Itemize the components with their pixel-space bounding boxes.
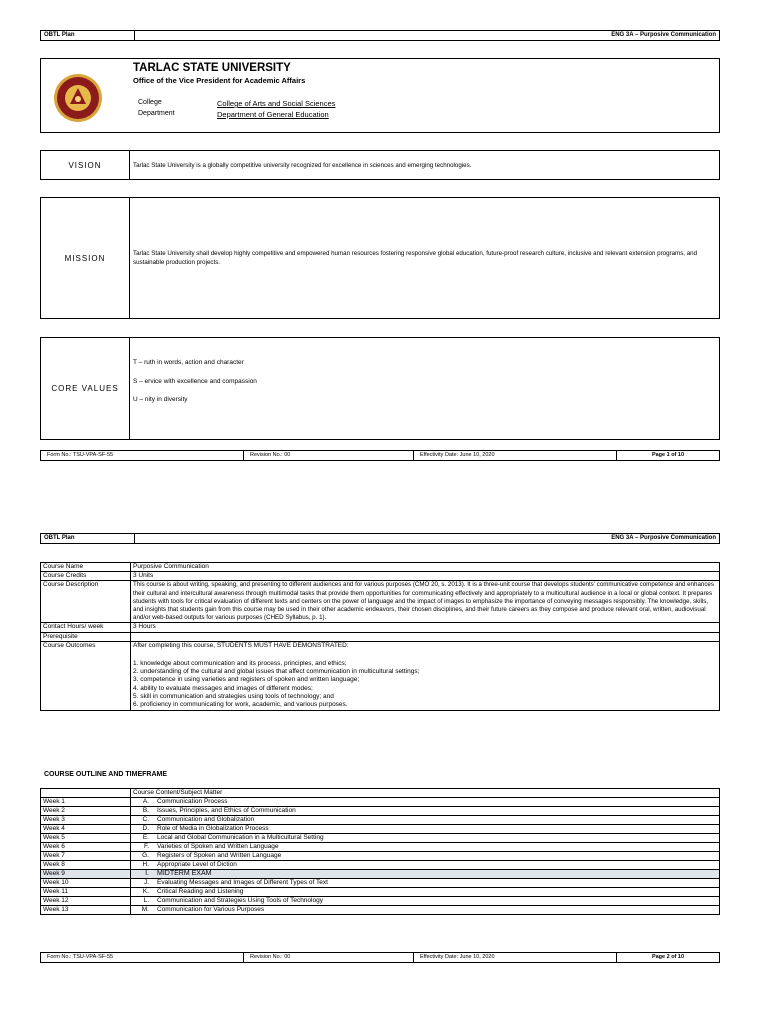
footer-revision: Revision No.: 00 [244, 953, 414, 962]
course-outcomes-value [131, 641, 720, 710]
contact-hours-value: 3 Hours [131, 623, 720, 632]
table-row [41, 581, 720, 623]
course-outline-table [40, 788, 720, 915]
footer-revision: Revision No.: 00 [244, 451, 414, 460]
course-name-value: Purposive Communication [131, 563, 720, 572]
outcome-item: 3. competence in using varieties and registers of spoken and written language; [133, 676, 360, 684]
header-right: ENG 3A – Purposive Communication [611, 32, 716, 38]
week-cell: Week 5 [41, 834, 131, 843]
topic-cell [131, 879, 720, 888]
page2-footer-bar [40, 952, 720, 963]
table-row [41, 825, 720, 834]
header-left: OBTL Plan [41, 534, 135, 543]
table-row [41, 798, 720, 807]
vision-text: Tarlac State University is a globally competitive university recognized for excellence in sciences and emerging technologies. [133, 161, 472, 169]
topic-letter: D. [142, 825, 149, 832]
core-values-label: CORE VALUES [41, 338, 130, 439]
topic-text: Varieties of Spoken and Written Language [157, 843, 279, 850]
topic-letter: I. [145, 870, 149, 877]
table-row [41, 834, 720, 843]
course-credits-value: 3 Units [131, 572, 720, 581]
topic-text: Communication Process [157, 798, 228, 805]
table-row [41, 879, 720, 888]
header-left: OBTL Plan [41, 31, 135, 40]
week-cell: Week 1 [41, 798, 131, 807]
topic-cell [131, 834, 720, 843]
table-row [41, 623, 720, 632]
week-cell: Week 9 [41, 870, 131, 879]
topic-text: Evaluating Messages and Images of Different Types of Text [157, 879, 328, 886]
topic-text: Appropriate Level of Diction [157, 861, 237, 868]
prerequisite-label: Prerequisite [41, 632, 131, 641]
core-value-item: U – nity in diversity [133, 396, 188, 403]
outline-column-header: Course Content/Subject Matter [131, 789, 720, 798]
table-header-row [41, 789, 720, 798]
header-right: ENG 3A – Purposive Communication [611, 535, 716, 541]
topic-cell [131, 852, 720, 861]
course-credits-label: Course Credits [41, 572, 131, 581]
topic-text: Critical Reading and Listening [157, 888, 244, 895]
table-row [41, 843, 720, 852]
core-value-item: S – ervice with excellence and compassion [133, 377, 257, 385]
week-cell: Week 12 [41, 897, 131, 906]
week-cell: Week 11 [41, 888, 131, 897]
table-row [41, 888, 720, 897]
table-row [41, 816, 720, 825]
table-row [41, 897, 720, 906]
topic-text: Local and Global Communication in a Multicultural Setting [157, 834, 324, 841]
office-name: Office of the Vice President for Academic Affairs [133, 76, 306, 85]
topic-cell [131, 870, 720, 879]
outline-title: COURSE OUTLINE AND TIMEFRAME [44, 771, 168, 778]
week-cell: Week 2 [41, 807, 131, 816]
department-value: Department of General Education [217, 110, 329, 119]
page2-header-bar [40, 533, 720, 544]
topic-text: MIDTERM EXAM [157, 870, 212, 877]
university-name: TARLAC STATE UNIVERSITY [133, 62, 291, 74]
mission-label: MISSION [41, 198, 130, 318]
table-row-midterm [41, 870, 720, 879]
topic-letter: C. [142, 816, 149, 823]
topic-cell [131, 906, 720, 915]
vision-label: VISION [41, 151, 130, 179]
topic-cell [131, 798, 720, 807]
topic-cell [131, 825, 720, 834]
mission-box [40, 197, 720, 319]
prerequisite-value [131, 632, 720, 641]
outcome-item: 6. proficiency in communicating for work, academic, and various purposes. [133, 701, 348, 709]
topic-letter: E. [142, 834, 149, 841]
university-seal-icon [53, 73, 103, 123]
department-label: Department [138, 110, 175, 117]
table-row [41, 852, 720, 861]
week-cell: Week 10 [41, 879, 131, 888]
topic-text: Issues, Principles, and Ethics of Communication [157, 807, 296, 814]
table-row [41, 906, 720, 915]
topic-cell [131, 816, 720, 825]
course-info-table [40, 562, 720, 711]
outcome-item: 1. knowledge about communication and its process, principles, and ethics; [133, 660, 347, 668]
contact-hours-label: Contact Hours/ week [41, 623, 131, 632]
mission-text: Tarlac State University shall develop highly competitive and empowered human resources fostering responsive global education, future-proof research culture, inclusive and relevant extension programs, and sustainable production projects. [133, 250, 698, 266]
course-description-value: This course is about writing, speaking, and presenting to different audiences and for various purposes (CMO 20, s. 2013). It is a three-unit course that develops students' communicative competence and enhances their cultural and intercultural awareness through multimodal tasks that provide them opportunities for communicating effectively and appropriately to a multicultural audience in a local or global context. It prepares students with tools for critical evaluation of different texts and centers on the power of language and the impact of images to emphasize the importance of conveying messages responsibly. The knowledge, skills, and insights that students gain from this course may be used in their other academic endeavors, their chosen disciplines, and their future careers as they compose and produce relevant oral, written, audiovisual and/or web-based outputs for various purposes (CHED Syllabus, p. 1). [131, 581, 720, 623]
outcomes-intro: After completing this course, STUDENTS MUST HAVE DEMONSTRATED: [133, 641, 349, 649]
vision-box [40, 150, 720, 180]
topic-text: Communication for Various Purposes [157, 906, 265, 913]
topic-cell [131, 897, 720, 906]
topic-letter: F. [143, 843, 149, 850]
week-cell: Week 4 [41, 825, 131, 834]
topic-letter: J. [143, 879, 149, 886]
topic-cell [131, 861, 720, 870]
core-value-item: T – ruth in words, action and character [133, 359, 244, 366]
course-name-label: Course Name [41, 563, 131, 572]
week-cell: Week 8 [41, 861, 131, 870]
table-row [41, 861, 720, 870]
page1-header-bar [40, 30, 720, 41]
outcome-item: 5. skill in communication and strategies using tools of technology; and [133, 692, 334, 700]
table-row [41, 563, 720, 572]
topic-letter: L. [143, 897, 149, 904]
topic-cell [131, 888, 720, 897]
topic-letter: M. [141, 906, 149, 913]
topic-text: Role of Media in Globalization Process [157, 825, 269, 832]
footer-form-no: Form No.: TSU-VPA-SF-55 [41, 451, 244, 460]
topic-letter: A. [142, 798, 149, 805]
table-row [41, 632, 720, 641]
course-outcomes-label: Course Outcomes [41, 641, 131, 710]
footer-page: Page 1 of 10 [651, 452, 685, 458]
topic-letter: H. [142, 861, 149, 868]
outcome-item: 4. ability to evaluate messages and images of different modes; [133, 684, 313, 692]
core-values-list [130, 338, 719, 439]
footer-page: Page 2 of 10 [651, 954, 685, 960]
topic-letter: K. [142, 888, 149, 895]
outcome-item: 2. understanding of the cultural and global issues that affect communication in multicultural settings; [133, 668, 420, 676]
topic-letter: G. [142, 852, 149, 859]
college-value: College of Arts and Social Sciences [217, 99, 336, 108]
topic-letter: B. [142, 807, 149, 814]
topic-text: Communication and Strategies Using Tools of Technology [157, 897, 323, 904]
topic-text: Registers of Spoken and Written Language [157, 852, 282, 859]
page1-footer-bar [40, 450, 720, 461]
topic-cell [131, 807, 720, 816]
table-row [41, 807, 720, 816]
core-values-box [40, 337, 720, 440]
week-cell: Week 6 [41, 843, 131, 852]
footer-effectivity: Effectivity Date: June 10, 2020 [414, 451, 617, 460]
topic-text: Communication and Globalization [157, 816, 255, 823]
course-description-label: Course Description [41, 581, 131, 623]
college-label: College [138, 99, 162, 106]
week-cell: Week 7 [41, 852, 131, 861]
footer-form-no: Form No.: TSU-VPA-SF-55 [41, 953, 244, 962]
topic-cell [131, 843, 720, 852]
table-row [41, 572, 720, 581]
footer-effectivity: Effectivity Date: June 10, 2020 [414, 953, 617, 962]
university-header-box [40, 58, 720, 133]
table-row [41, 641, 720, 710]
week-cell: Week 13 [41, 906, 131, 915]
week-cell: Week 3 [41, 816, 131, 825]
